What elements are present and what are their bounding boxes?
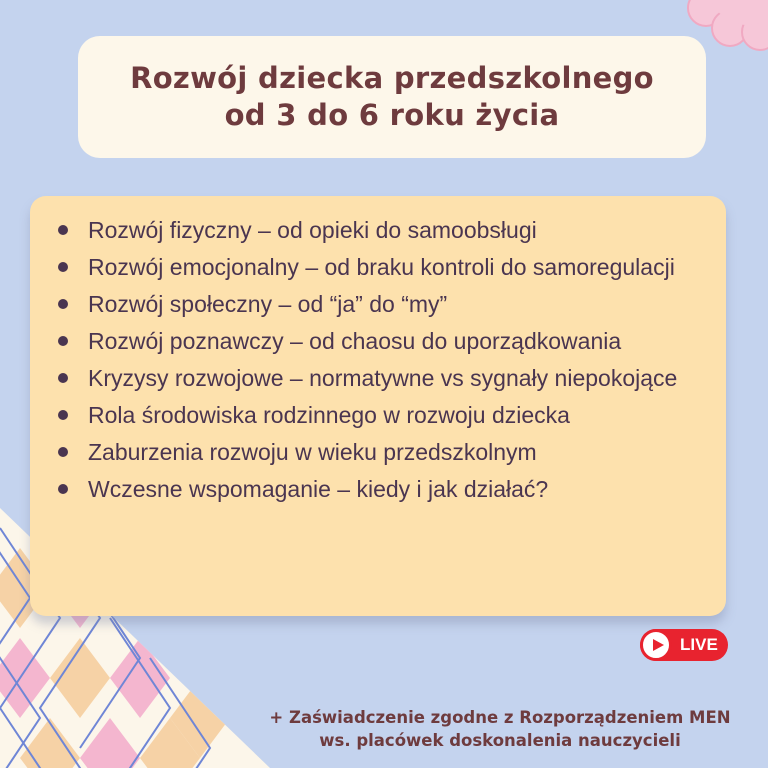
- page-title-line-2: od 3 do 6 roku życia: [224, 98, 560, 132]
- footer-line-1: + Zaświadczenie zgodne z Rozporządzeniem MEN: [269, 708, 731, 727]
- list-item: Rozwój emocjonalny – od braku kontroli do samoregulacji: [88, 249, 738, 286]
- list-item: Rozwój poznawczy – od chaosu do uporządkowania: [88, 323, 738, 360]
- live-badge: [640, 629, 728, 661]
- list-item: Wczesne wspomaganie – kiedy i jak działać?: [88, 471, 738, 508]
- footer-note: [220, 706, 768, 752]
- list-item: Rozwój społeczny – od “ja” do “my”: [88, 286, 738, 323]
- live-label: LIVE: [680, 635, 718, 654]
- list-item: Zaburzenia rozwoju w wieku przedszkolnym: [88, 434, 738, 471]
- list-item: Rozwój fizyczny – od opieki do samoobsługi: [88, 212, 738, 249]
- list-item: Kryzysy rozwojowe – normatywne vs sygnały niepokojące: [88, 360, 738, 397]
- page-title-line-1: Rozwój dziecka przedszkolnego: [130, 61, 654, 95]
- topics-list: [88, 196, 738, 508]
- play-circle-icon: [640, 629, 672, 661]
- title-card: [78, 36, 706, 158]
- footer-line-2: ws. placówek doskonalenia nauczycieli: [319, 731, 681, 750]
- list-item: Rola środowiska rodzinnego w rozwoju dziecka: [88, 397, 738, 434]
- topics-card: [30, 196, 726, 616]
